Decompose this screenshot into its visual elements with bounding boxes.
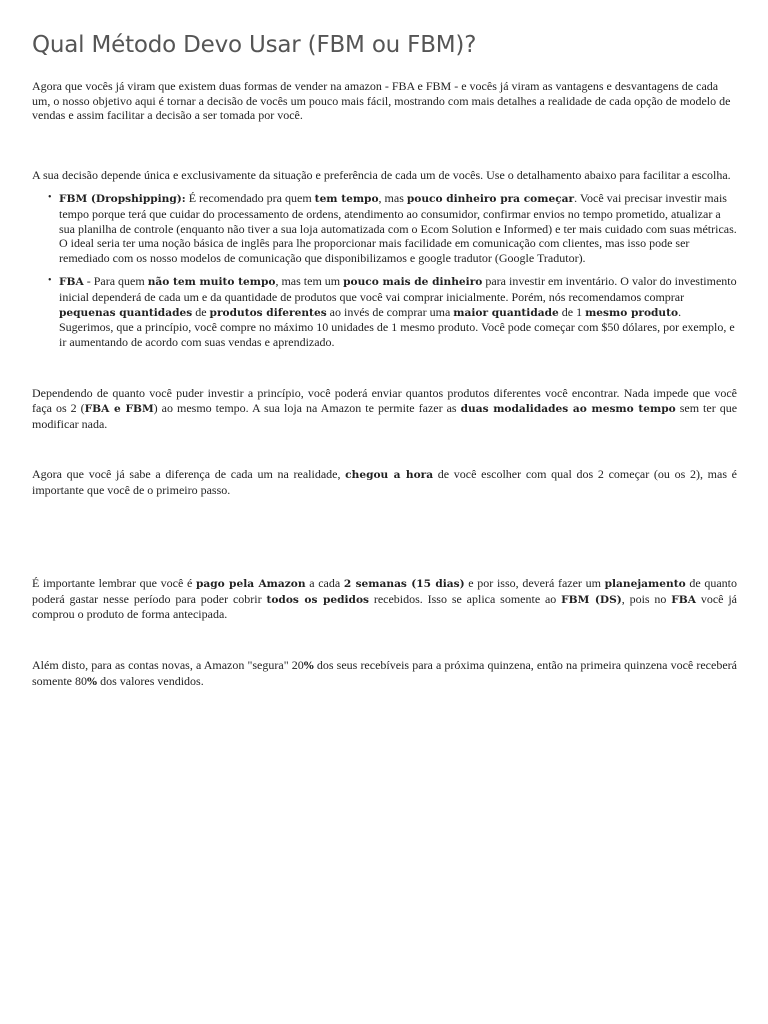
pago-emphasis-2: 2 semanas (15 dias) (343, 578, 465, 591)
list-item-fbm (48, 191, 737, 265)
first-step-paragraph (32, 467, 737, 497)
fba-label: FBA (59, 276, 84, 289)
mix-text-1: Dependendo de quanto você puder investir a princípio, você poderá enviar quantos produtos diferentes você encontrar. Nada impede que você faça os 2 ( (32, 386, 737, 415)
alem-text-1: Além disto, para as contas novas, a Amazon "segura" 20 (32, 658, 304, 673)
pago-emphasis-6: FBA (671, 593, 696, 606)
fba-emphasis-5: maior quantidade (453, 306, 559, 319)
fba-emphasis-3: pequenas quantidades (59, 306, 193, 319)
fba-emphasis-4: produtos diferentes (209, 306, 327, 319)
agora-emphasis-1: chegou a hora (345, 469, 434, 482)
fba-text-3: para investir em inventário. O valor do investimento inicial dependerá de cada um e da quantidade de produtos que você vai comprar inicialmente. Porém, nós recomendamos comprar (59, 274, 737, 304)
fbm-text-3: . Você vai precisar investir mais tempo porque terá que cuidar do processamento de ordens, atendimento ao consumidor, confirmar envios no tempo prometido, atualizar a sua planilha de controle (enquanto não tiver a sua loja automatizada com o Ecom Solution e Informed) e ter mais cuidado com suas métricas. O ideal seria ter uma noção básica de inglês para lhe proporcionar mais facilidade em comunicação com clientes, mas isso pode ser remediado com os nosso modelos de comunicação que disponibilizamos e google tradutor (Google Tradutor). (59, 191, 737, 265)
agora-text-1: Agora que você já sabe a diferença de cada um na realidade, (32, 467, 346, 482)
both-methods-paragraph (32, 386, 737, 431)
pago-emphasis-1: pago pela Amazon (195, 578, 306, 591)
fba-text-7: . Sugerimos, que a princípio, você compre no máximo 10 unidades de 1 mesmo produto. Você pode começar com $50 dólares, por exemplo, e ir aumentando de acordo com suas vendas e aprendizado. (59, 304, 735, 349)
pago-emphasis-4: todos os pedidos (266, 593, 369, 606)
alem-text-2: dos seus recebíveis para a próxima quinzena, então na primeira quinzena você receberá somente 80 (32, 658, 737, 688)
decision-paragraph: A sua decisão depende única e exclusivamente da situação e preferência de cada um de vocês. Use o detalhamento abaixo para facilitar a escolha. (32, 167, 731, 182)
fba-emphasis-6: mesmo produto (585, 306, 679, 319)
pago-text-6: , pois no (621, 591, 672, 606)
pago-text-3: e por isso, deverá fazer um (464, 576, 605, 591)
fbm-label: FBM (Dropshipping): (59, 193, 186, 206)
fba-text-4: de (192, 304, 210, 319)
mix-emphasis-1: FBA e FBM (84, 402, 154, 415)
agora-text-2: de você escolher com qual dos 2 começar (ou os 2), mas é importante que você de o primeiro passo. (32, 467, 738, 497)
pago-text-4: de quanto poderá gastar nesse período para poder cobrir (32, 576, 737, 606)
fbm-text-1: É recomendado pra quem (185, 191, 315, 206)
alem-emphasis-1: % (303, 660, 314, 673)
pago-text-2: a cada (305, 576, 344, 591)
fba-text-6: de 1 (558, 304, 586, 319)
fbm-emphasis-1: tem tempo (314, 193, 379, 206)
mix-text-2: ) ao mesmo tempo. A sua loja na Amazon te permite fazer as (153, 400, 461, 415)
method-options-list (32, 191, 737, 349)
mix-emphasis-2: duas modalidades ao mesmo tempo (460, 402, 676, 415)
list-item-fba (48, 274, 737, 349)
fba-emphasis-1: não tem muito tempo (147, 276, 276, 289)
new-accounts-paragraph (32, 658, 737, 689)
pago-text-1: É importante lembrar que você é (32, 576, 196, 591)
fba-text-2: , mas tem um (275, 274, 344, 289)
pago-text-7: você já comprou o produto de forma antecipada. (32, 591, 737, 622)
pago-emphasis-5: FBM (DS) (561, 593, 622, 606)
intro-paragraph: Agora que vocês já viram que existem duas formas de vender na amazon - FBA e FBM - e vocês já viram as vantagens e desvantagens de cada um, o nosso objetivo aqui é tornar a decisão de vocês um pouco mais fácil, mostrando com mais detalhes a realidade de cada opção de modelo de vendas e assim facilitar a decisão a ser tomada por você. (32, 79, 731, 123)
alem-emphasis-2: % (87, 675, 98, 688)
fba-emphasis-2: pouco mais de dinheiro (343, 276, 483, 289)
pago-text-5: recebidos. Isso se aplica somente ao (368, 591, 562, 606)
page-title: Qual Método Devo Usar (FBM ou FBM)? (32, 32, 477, 58)
bullet-icon: • (48, 192, 52, 204)
payment-schedule-paragraph (32, 576, 737, 622)
pago-emphasis-3: planejamento (604, 578, 686, 591)
mix-text-3: sem ter que modificar nada. (32, 400, 738, 431)
alem-text-3: dos valores vendidos. (97, 673, 204, 688)
fbm-emphasis-2: pouco dinheiro pra começar (406, 193, 575, 206)
fbm-text-2: , mas (378, 191, 407, 206)
fba-text-1: - Para quem (83, 274, 148, 289)
bullet-icon: • (48, 275, 52, 287)
fba-text-5: ao invés de comprar uma (326, 304, 454, 319)
document-page (32, 30, 737, 689)
